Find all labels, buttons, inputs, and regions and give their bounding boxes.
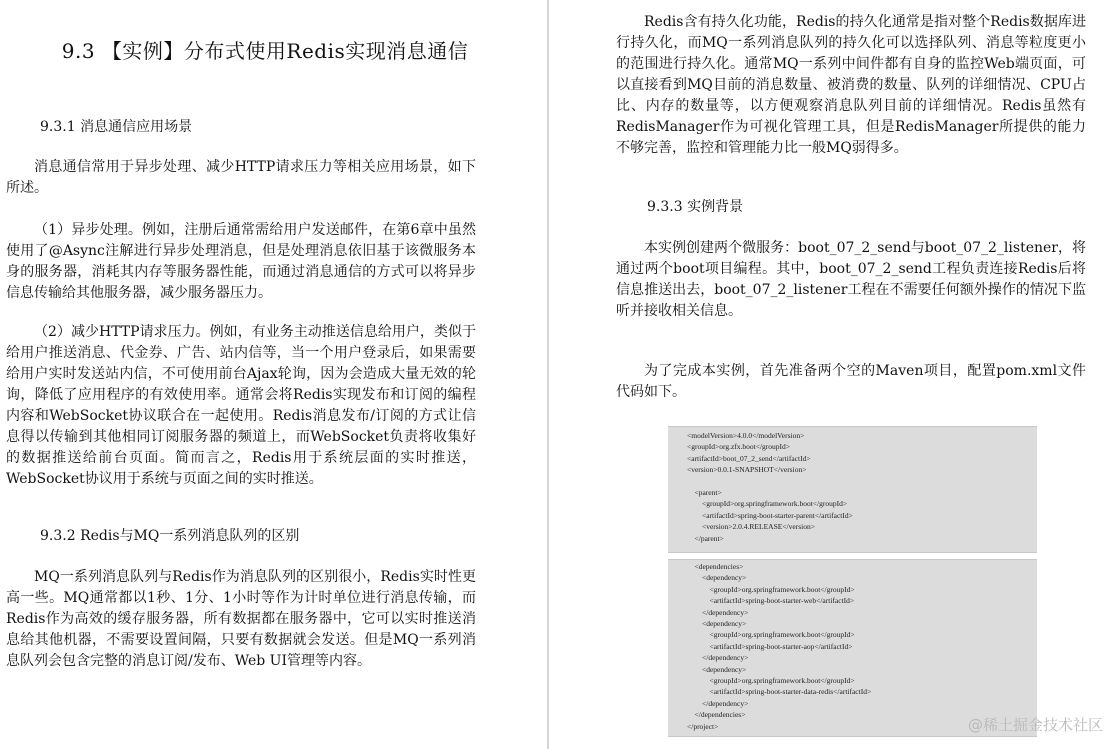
- async-processing-paragraph: （1）异步处理。例如，注册后通常需给用户发送邮件，在第6章中虽然使用了@Async注解进行异步处理消息，但是处理消息依旧基于该微服务本身的服务器，消耗其内存等服务器性能，而通过消息通信的方式可以将异步信息传输给其他服务器，减少服务器压力。: [6, 222, 476, 301]
- code-line: </dependencies>: [687, 710, 746, 720]
- maven-setup-paragraph: 为了完成本实例，首先准备两个空的Maven项目，配置pom.xml文件代码如下。: [616, 363, 1086, 400]
- code-line: <modelVersion>4.0.0</modelVersion>: [687, 431, 805, 440]
- code-line: </dependency>: [687, 607, 749, 617]
- section-heading-9-3-3: 9.3.3 实例背景: [647, 199, 744, 215]
- persistence-paragraph: Redis含有持久化功能，Redis的持久化通常是指对整个Redis数据库进行持久化，而MQ一系列消息队列的持久化可以选择队列、消息等粒度更小的范围进行持久化。通常MQ一系列中间件都有自身的监控Web端页面，可以直接看到MQ目前的消息数量、被消费的数量、队列的详细情况、CPU占比、内存的数量等，以方便观察消息队列目前的详细情况。Redis虽然有RedisManager作为可视化管理工具，但是RedisManager所提供的能力不够完善，监控和管理能力比一般MQ弱得多。: [616, 14, 1086, 156]
- code-line: <groupId>org.zfx.boot</groupId>: [687, 442, 791, 452]
- section-heading-9-3-1: 9.3.1 消息通信应用场景: [40, 119, 193, 135]
- http-pressure-paragraph: （2）减少HTTP请求压力。例如，有业务主动推送信息给用户，类似于给用户推送消息、代金券、广告、站内信等，当一个用户登录后，如果需要给用户实时发送站内信，不可使用前台Ajax轮询，因为会造成大量无效的轮询，降低了应用程序的有效使用率。通常会将Redis实现发布和订阅的编程内容和WebSocket协议联合在一起使用。Redis消息发布/订阅的方式让信息得以传输到其他相同订阅服务器的频道上，而WebSocket负责将收集好的数据推送给前台页面。简而言之，Redis用于系统层面的实时推送，WebSocket协议用于系统与页面之间的实时推送。: [6, 324, 476, 487]
- code-line: <parent>: [687, 488, 722, 498]
- pom-code-block-parent: [668, 426, 1037, 553]
- pom-code-block-dependencies: [668, 559, 1037, 737]
- background-paragraph: 本实例创建两个微服务：boot_07_2_send与boot_07_2_listener，将通过两个boot项目编程。其中，boot_07_2_send工程负责连接Redis后将信息推送出去，boot_07_2_listener工程在不需要任何额外操作的情况下监听并接收相关信息。: [616, 240, 1086, 319]
- code-line: <groupId>org.springframework.boot</groupId>: [687, 630, 855, 640]
- code-line: </dependency>: [687, 698, 749, 708]
- code-line: <artifactId>spring-boot-starter-data-redis</artifactId>: [687, 687, 872, 697]
- intro-paragraph: 消息通信常用于异步处理、减少HTTP请求压力等相关应用场景，如下所述。: [6, 159, 476, 196]
- code-line: </project>: [687, 721, 719, 731]
- code-line: </dependency>: [687, 653, 749, 663]
- section-heading-9-3-2: 9.3.2 Redis与MQ一系列消息队列的区别: [40, 528, 300, 544]
- code-line: [687, 476, 1037, 487]
- code-line: <artifactId>spring-boot-starter-aop</artifactId>: [687, 641, 853, 651]
- code-line: <groupId>org.springframework.boot</groupId>: [687, 676, 855, 686]
- redis-mq-difference-paragraph: MQ一系列消息队列与Redis作为消息队列的区别很小，Redis实时性更高一些。MQ通常都以1秒、1分、1小时等作为计时单位进行消息传输，而Redis作为高效的缓存服务器，所有数据都在服务器中，它可以实时推送消息给其他机器，不需要设置间隔，只要有数据就会发送。但是MQ一系列消息队列会包含完整的消息订阅/发布、Web UI管理等内容。: [6, 569, 476, 669]
- chapter-title: 9.3 【实例】分布式使用Redis实现消息通信: [61, 39, 469, 63]
- right-page: [549, 0, 1117, 749]
- code-line: <artifactId>spring-boot-starter-web</artifactId>: [687, 596, 855, 606]
- code-line: </parent>: [687, 533, 724, 543]
- code-line: <groupId>org.springframework.boot</groupId>: [687, 584, 855, 594]
- code-line: <dependency>: [687, 573, 747, 583]
- code-line: <version>0.0.1-SNAPSHOT</version>: [687, 465, 807, 475]
- code-line: <dependency>: [687, 664, 747, 674]
- watermark: @稀土掘金技术社区: [967, 716, 1103, 734]
- code-line: <dependencies>: [687, 562, 744, 571]
- code-line: <artifactId>spring-boot-starter-parent</artifactId>: [687, 510, 853, 520]
- code-line: <artifactId>boot_07_2_send</artifactId>: [687, 453, 811, 463]
- left-page: [0, 0, 547, 749]
- code-line: <groupId>org.springframework.boot</groupId>: [687, 499, 848, 509]
- code-line: <dependency>: [687, 619, 747, 629]
- code-line: <version>2.0.4.RELEASE</version>: [687, 522, 815, 532]
